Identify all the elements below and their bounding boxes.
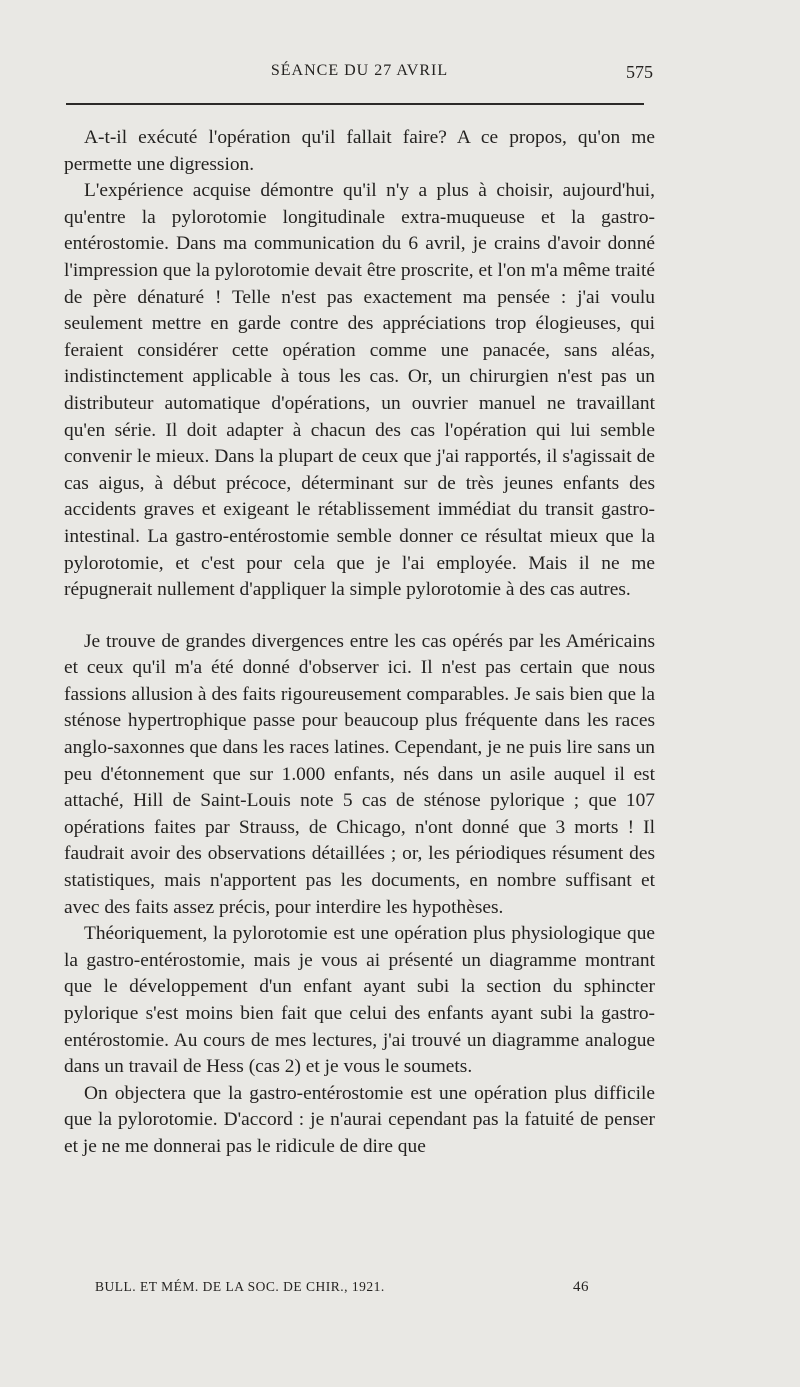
running-title: SÉANCE DU 27 AVRIL (270, 62, 449, 79)
footer (95, 1279, 595, 1299)
signature-mark: 46 (573, 1279, 589, 1295)
body-text (64, 125, 655, 1161)
paragraph: Je trouve de grandes divergences entre les cas opérés par les Américains et ceux qu'il m'a été donné d'observer ici. Il n'est pas certain que nous fassions allusion à des faits rigoureusement comparables. Je sais bien que la sténose hypertrophique passe pour beaucoup plus fréquente dans les races anglo-saxonnes que dans les races latines. Cependant, je ne puis lire sans un peu d'étonnement que sur 1.000 enfants, nés dans un asile auquel il est attaché, Hill de Saint-Louis note 5 cas de sténose pylorique ; que 107 opérations faites par Strauss, de Chicago, n'ont donné que 3 morts ! Il faudrait avoir des observations détaillées ; or, les périodiques résument des statistiques, mais n'apportent pas les documents, en nombre suffisant et avec des faits assez précis, pour interdire les hypothèses. (64, 630, 655, 918)
running-head (64, 62, 655, 86)
paragraph: A-t-il exécuté l'opération qu'il fallait faire? A ce propos, qu'on me permette une digression. (64, 127, 655, 175)
paragraph: On objectera que la gastro-entérostomie est une opération plus difficile que la pylorotomie. D'accord : je n'aurai cependant pas la fatuité de penser et je ne me donnerai pas le ridicule de dire que (64, 1082, 655, 1157)
journal-reference: BULL. ET MÉM. DE LA SOC. DE CHIR., 1921. (95, 1279, 385, 1294)
header-rule (66, 103, 644, 105)
paragraph: Théoriquement, la pylorotomie est une opération plus physiologique que la gastro-entérostomie, mais je vous ai présenté un diagramme montrant que le développement d'un enfant ayant subi la section du sphincter pylorique s'est moins bien fait que celui des enfants ayant subi la gastro-entérostomie. Au cours de mes lectures, j'ai trouvé un diagramme analogue dans un travail de Hess (cas 2) et je vous le soumets. (64, 923, 655, 1078)
page-number: 575 (626, 62, 653, 82)
paragraph: L'expérience acquise démontre qu'il n'y a plus à choisir, aujourd'hui, qu'entre la pylorotomie longitudinale extra-muqueuse et la gastro-entérostomie. Dans ma communication du 6 avril, je crains d'avoir donné l'impression que la pylorotomie devait être proscrite, et l'on m'a même traité de père dénaturé ! Telle n'est pas exactement ma pensée : j'ai voulu seulement mettre en garde contre des appréciations trop élogieuses, qui feraient considérer cette opération comme une panacée, sans aléas, indistinctement applicable à tous les cas. Or, un chirurgien n'est pas un distributeur automatique d'opérations, un ouvrier manuel ne travaillant qu'en série. Il doit adapter à chacun des cas l'opération qui lui semble convenir le mieux. Dans la plupart de ceux que j'ai rapportés, il s'agissait de cas aigus, à début précoce, déterminant sur de très jeunes enfants des accidents graves et exigeant le rétablissement immédiat du transit gastro-intestinal. La gastro-entérostomie semble donner ce résultat mieux que la pylorotomie, et c'est pour cela que je l'ai employée. Mais il ne me répugnerait nullement d'appliquer la simple pylorotomie à des cas autres. (64, 180, 655, 601)
